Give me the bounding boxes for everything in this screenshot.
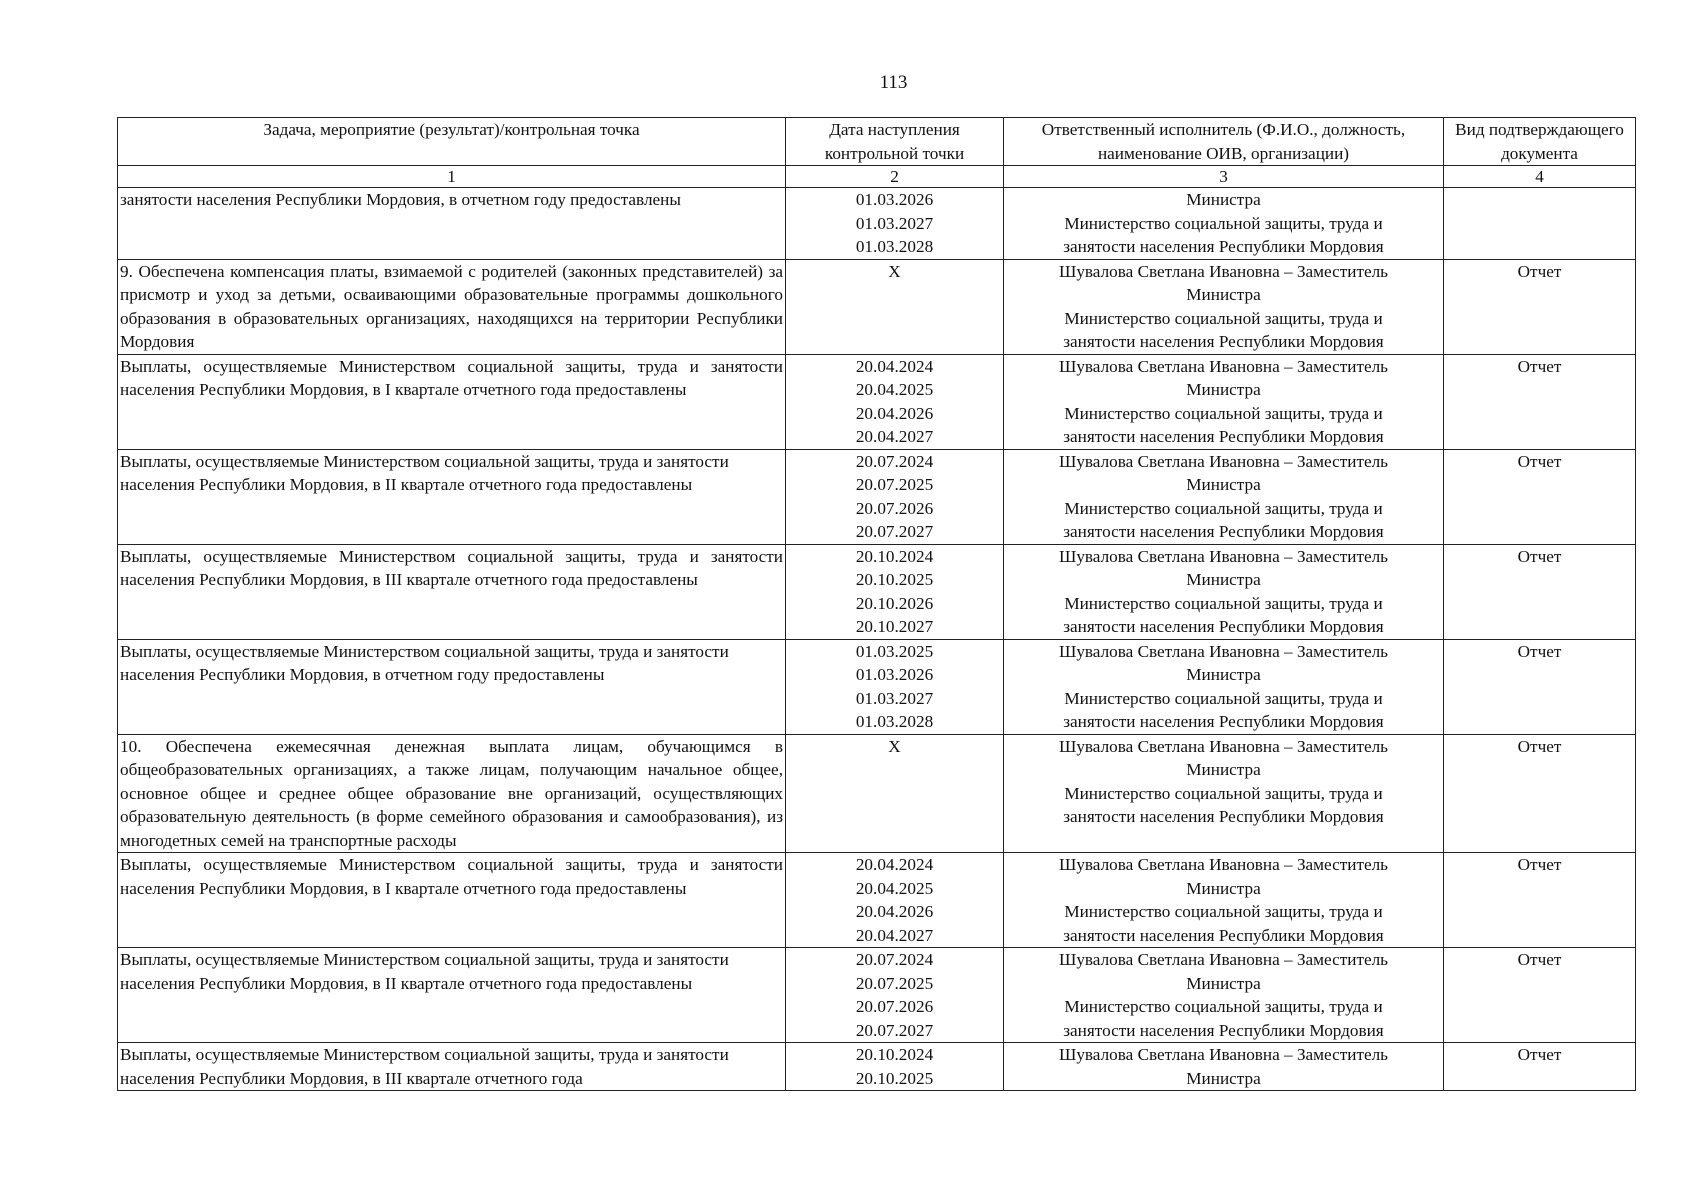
control-date: 20.07.2026	[855, 997, 934, 1016]
responsible-line: Министра	[1186, 285, 1261, 304]
responsible-line: Министерство социальной защиты, труда и	[1064, 902, 1383, 921]
task-cell: Выплаты, осуществляемые Министерством социальной защиты, труда и занятости населения Республики Мордовия, в отчетном году предоставлены	[118, 639, 786, 734]
control-date: 20.04.2026	[855, 902, 934, 921]
table-row	[118, 734, 1636, 853]
column-number-row	[118, 166, 1636, 188]
responsible-line: Министерство социальной защиты, труда и	[1064, 997, 1383, 1016]
task-cell: Выплаты, осуществляемые Министерством социальной защиты, труда и занятости населения Республики Мордовия, в III квартале отчетного года предоставлены	[118, 544, 786, 639]
control-date: 20.07.2025	[855, 973, 934, 993]
document-type-cell: Отчет	[1444, 544, 1636, 639]
responsible-line: занятости населения Республики Мордовия	[1063, 807, 1384, 826]
control-date: 20.10.2024	[855, 546, 934, 566]
date-cell	[786, 734, 1004, 853]
table-row	[118, 639, 1636, 734]
responsible-line: Министра	[1186, 570, 1261, 589]
responsible-cell	[1004, 544, 1444, 639]
control-date: 20.07.2027	[855, 1020, 934, 1040]
control-date: 20.07.2027	[855, 522, 934, 541]
responsible-line: занятости населения Республики Мордовия	[1063, 617, 1384, 636]
table-body	[118, 188, 1636, 1091]
task-cell: занятости населения Республики Мордовия, в отчетном году предоставлены	[118, 188, 786, 260]
control-date: 20.04.2027	[855, 427, 934, 446]
control-date: 20.04.2026	[855, 403, 934, 423]
control-date: 20.07.2025	[855, 475, 934, 494]
responsible-line: занятости населения Республики Мордовия	[1063, 522, 1384, 541]
column-number: 1	[118, 166, 786, 188]
control-date: 20.07.2024	[855, 451, 934, 471]
control-date: 20.10.2026	[855, 593, 934, 613]
document-type-cell: Отчет	[1444, 734, 1636, 853]
control-date: 20.10.2027	[855, 617, 934, 636]
header-date: Дата наступления контрольной точки	[786, 118, 1004, 166]
control-date: 01.03.2028	[855, 237, 934, 256]
responsible-line: Министерство социальной защиты, труда и	[1064, 593, 1383, 613]
responsible-line: Шувалова Светлана Ивановна – Заместитель	[1058, 546, 1389, 566]
responsible-cell	[1004, 948, 1444, 1043]
responsible-line: Шувалова Светлана Ивановна – Заместитель	[1058, 451, 1389, 471]
responsible-cell	[1004, 734, 1444, 853]
responsible-line: Министерство социальной защиты, труда и	[1064, 213, 1383, 233]
responsible-line: Министерство социальной защиты, труда и	[1064, 403, 1383, 423]
task-cell: 9. Обеспечена компенсация платы, взимаемой с родителей (законных представителей) за присмотр и уход за детьми, осваивающими образовательные программы дошкольного образования в образовательных организациях, находящихся на территории Республики Мордовия	[118, 259, 786, 354]
table-row	[118, 354, 1636, 449]
header-task: Задача, мероприятие (результат)/контрольная точка	[118, 118, 786, 166]
responsible-line: Шувалова Светлана Ивановна – Заместитель	[1058, 1045, 1389, 1064]
table-header-row	[118, 118, 1636, 166]
responsible-line: Министра	[1186, 878, 1261, 898]
control-date: 20.04.2024	[855, 855, 934, 874]
table-row	[118, 188, 1636, 260]
control-date: 20.07.2026	[855, 498, 934, 518]
responsible-cell	[1004, 449, 1444, 544]
control-date: X	[888, 736, 901, 756]
table-row	[118, 1043, 1636, 1091]
control-date: 20.04.2025	[855, 878, 934, 898]
responsible-line: Министерство социальной защиты, труда и	[1064, 783, 1383, 803]
date-cell	[786, 449, 1004, 544]
responsible-line: занятости населения Республики Мордовия	[1063, 1020, 1384, 1040]
control-date: 20.10.2025	[855, 570, 934, 589]
column-number: 2	[786, 166, 1004, 188]
header-responsible: Ответственный исполнитель (Ф.И.О., должность, наименование ОИВ, организации)	[1004, 118, 1444, 166]
responsible-line: занятости населения Республики Мордовия	[1063, 332, 1384, 351]
date-cell	[786, 354, 1004, 449]
responsible-line: Шувалова Светлана Ивановна – Заместитель	[1058, 950, 1389, 969]
date-cell	[786, 1043, 1004, 1091]
responsible-cell	[1004, 1043, 1444, 1091]
control-date: 01.03.2027	[855, 213, 934, 233]
responsible-line: занятости населения Республики Мордовия	[1063, 237, 1384, 256]
responsible-cell	[1004, 853, 1444, 948]
task-cell: Выплаты, осуществляемые Министерством социальной защиты, труда и занятости населения Республики Мордовия, в I квартале отчетного года предоставлены	[118, 354, 786, 449]
control-date: 01.03.2025	[855, 641, 934, 661]
table-row	[118, 544, 1636, 639]
responsible-line: занятости населения Республики Мордовия	[1063, 712, 1384, 731]
responsible-line: Министра	[1186, 973, 1261, 993]
table-row	[118, 449, 1636, 544]
document-type-cell: Отчет	[1444, 449, 1636, 544]
column-number: 4	[1444, 166, 1636, 188]
responsible-line: Шувалова Светлана Ивановна – Заместитель	[1058, 356, 1389, 376]
header-document: Вид подтверждающего документа	[1444, 118, 1636, 166]
control-date: 20.04.2027	[855, 925, 934, 945]
document-type-cell: Отчет	[1444, 1043, 1636, 1091]
responsible-cell	[1004, 259, 1444, 354]
control-date: 20.04.2025	[855, 380, 934, 399]
responsible-line: Министра	[1186, 665, 1261, 684]
date-cell	[786, 188, 1004, 260]
control-date: 20.07.2024	[855, 950, 934, 969]
control-date: 01.03.2026	[855, 665, 934, 684]
responsible-line: Министра	[1186, 760, 1261, 779]
date-cell	[786, 948, 1004, 1043]
responsible-line: Министра	[1186, 190, 1261, 209]
responsible-line: Шувалова Светлана Ивановна – Заместитель	[1058, 736, 1389, 756]
responsible-line: Шувалова Светлана Ивановна – Заместитель	[1058, 641, 1389, 661]
responsible-cell	[1004, 188, 1444, 260]
control-date: 20.10.2024	[855, 1045, 934, 1064]
task-cell: Выплаты, осуществляемые Министерством социальной защиты, труда и занятости населения Республики Мордовия, в II квартале отчетного года предоставлены	[118, 449, 786, 544]
task-cell: Выплаты, осуществляемые Министерством социальной защиты, труда и занятости населения Республики Мордовия, в III квартале отчетного года	[118, 1043, 786, 1091]
responsible-line: Шувалова Светлана Ивановна – Заместитель	[1058, 855, 1389, 874]
table-row	[118, 853, 1636, 948]
table-row	[118, 948, 1636, 1043]
date-cell	[786, 853, 1004, 948]
document-type-cell	[1444, 188, 1636, 260]
responsible-line: занятости населения Республики Мордовия	[1063, 427, 1384, 446]
responsible-cell	[1004, 639, 1444, 734]
responsible-line: Министра	[1186, 1068, 1261, 1088]
responsible-line: занятости населения Республики Мордовия	[1063, 925, 1384, 945]
task-cell: Выплаты, осуществляемые Министерством социальной защиты, труда и занятости населения Республики Мордовия, в I квартале отчетного года предоставлены	[118, 853, 786, 948]
document-type-cell: Отчет	[1444, 259, 1636, 354]
task-cell: Выплаты, осуществляемые Министерством социальной защиты, труда и занятости населения Республики Мордовия, в II квартале отчетного года предоставлены	[118, 948, 786, 1043]
control-date: X	[888, 261, 901, 281]
document-type-cell: Отчет	[1444, 354, 1636, 449]
table-row	[118, 259, 1636, 354]
task-cell: 10. Обеспечена ежемесячная денежная выплата лицам, обучающимся в общеобразовательных организациях, а также лицам, получающим начальное общее, основное общее и среднее общее образование вне организаций, осуществляющих образовательную деятельность (в форме семейного образования и самообразования), из многодетных семей на транспортные расходы	[118, 734, 786, 853]
responsible-cell	[1004, 354, 1444, 449]
responsible-line: Министерство социальной защиты, труда и	[1064, 308, 1383, 328]
control-date: 20.04.2024	[855, 356, 934, 376]
date-cell	[786, 544, 1004, 639]
date-cell	[786, 259, 1004, 354]
document-type-cell: Отчет	[1444, 639, 1636, 734]
control-points-table	[117, 117, 1636, 1091]
page-number: 113	[879, 72, 908, 93]
document-type-cell: Отчет	[1444, 948, 1636, 1043]
control-date: 01.03.2027	[855, 688, 934, 708]
responsible-line: Шувалова Светлана Ивановна – Заместитель	[1058, 261, 1389, 281]
control-date: 01.03.2028	[855, 712, 934, 731]
column-number: 3	[1004, 166, 1444, 188]
document-type-cell: Отчет	[1444, 853, 1636, 948]
control-date: 20.10.2025	[855, 1068, 934, 1088]
control-date: 01.03.2026	[855, 190, 934, 209]
responsible-line: Министра	[1186, 380, 1261, 399]
responsible-line: Министерство социальной защиты, труда и	[1064, 688, 1383, 708]
responsible-line: Министра	[1186, 475, 1261, 494]
responsible-line: Министерство социальной защиты, труда и	[1064, 498, 1383, 518]
date-cell	[786, 639, 1004, 734]
